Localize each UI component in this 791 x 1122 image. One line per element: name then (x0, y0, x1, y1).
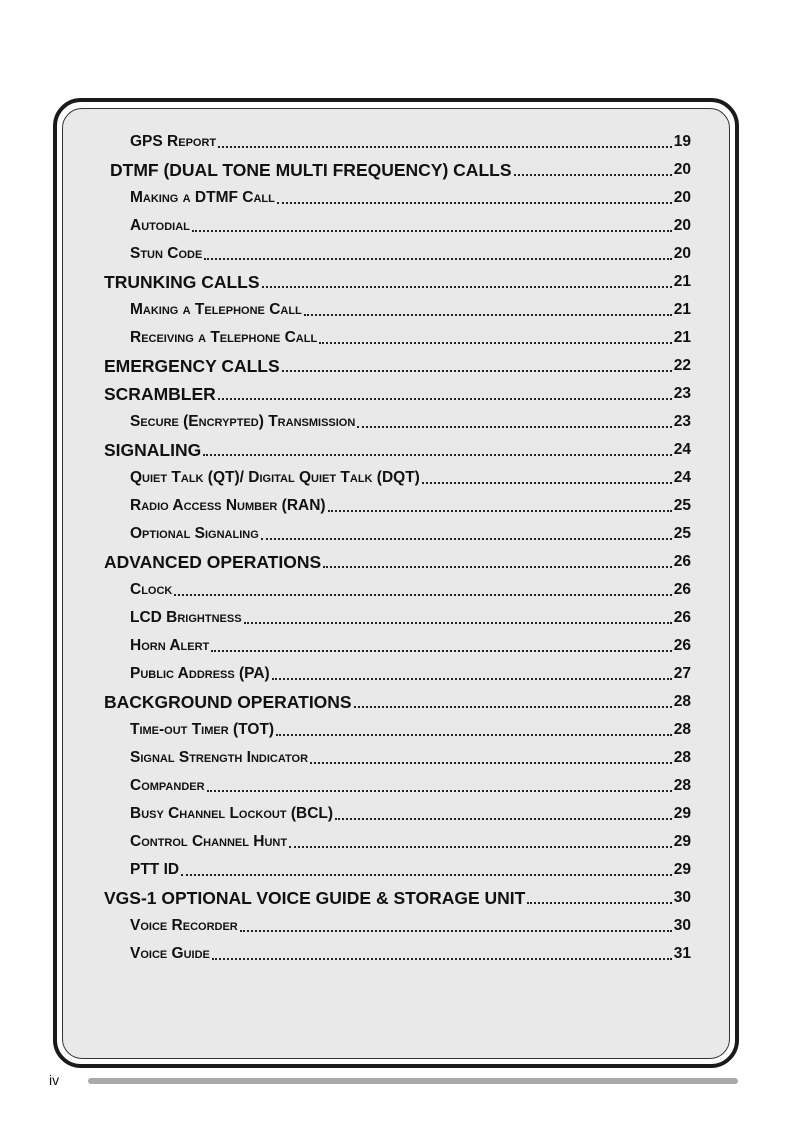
toc-section-entry[interactable] (104, 438, 691, 462)
toc-leader-dots (218, 145, 672, 148)
toc-entry-title: Busy Channel Lockout (BCL) (130, 805, 334, 822)
toc-entry-page: 25 (673, 497, 691, 514)
toc-entry-title: SCRAMBLER (104, 384, 216, 404)
toc-entry-title: EMERGENCY CALLS (104, 356, 280, 376)
toc-section-entry[interactable] (104, 382, 691, 406)
toc-entry-page: 23 (673, 385, 691, 402)
toc-leader-dots (181, 873, 672, 876)
toc-entry-page: 20 (673, 245, 691, 262)
toc-entry-title: Secure (Encrypted) Transmission (130, 413, 356, 430)
toc-entry-title: SIGNALING (104, 440, 202, 460)
toc-subsection-entry[interactable] (130, 298, 691, 322)
toc-entry-page: 23 (673, 413, 691, 430)
toc-subsection-entry[interactable] (130, 242, 691, 266)
toc-subsection-entry[interactable] (130, 466, 691, 490)
toc-entry-page: 28 (673, 749, 691, 766)
toc-leader-dots (276, 733, 672, 736)
toc-entry-page: 24 (673, 441, 691, 458)
toc-leader-dots (289, 845, 672, 848)
toc-leader-dots (277, 201, 672, 204)
toc-entry-page: 20 (673, 161, 691, 178)
toc-entry-title: TRUNKING CALLS (104, 272, 260, 292)
toc-entry-page: 28 (673, 777, 691, 794)
toc-entry-page: 26 (673, 553, 691, 570)
toc-leader-dots (261, 537, 672, 540)
toc-entry-title: GPS Report (130, 133, 217, 150)
toc-leader-dots (335, 817, 672, 820)
toc-entry-title: BACKGROUND OPERATIONS (104, 692, 352, 712)
toc-entry-title: Making a DTMF Call (130, 189, 275, 206)
toc-entry-title: VGS-1 OPTIONAL VOICE GUIDE & STORAGE UNIT (104, 888, 526, 908)
toc-entry-page: 25 (673, 525, 691, 542)
toc-entry-title: Clock (130, 581, 173, 598)
toc-entry-page: 22 (673, 357, 691, 374)
toc-entry-title: Quiet Talk (QT)/ Digital Quiet Talk (DQT) (130, 469, 420, 486)
toc-leader-dots (422, 481, 672, 484)
toc-leader-dots (203, 453, 672, 456)
toc-entry-title: Making a Telephone Call (130, 301, 302, 318)
toc-subsection-entry[interactable] (130, 130, 691, 154)
toc-section-entry[interactable] (104, 690, 691, 714)
toc-subsection-entry[interactable] (130, 662, 691, 686)
toc-entry-page: 21 (673, 329, 691, 346)
toc-leader-dots (212, 957, 672, 960)
toc-entry-page: 29 (673, 833, 691, 850)
toc-entry-page: 19 (673, 133, 691, 150)
toc-entry-page: 20 (673, 217, 691, 234)
toc-entry-title: PTT ID (130, 861, 180, 878)
toc-leader-dots (527, 901, 671, 904)
toc-entry-page: 21 (673, 301, 691, 318)
toc-entry-page: 26 (673, 609, 691, 626)
toc-entry-page: 26 (673, 581, 691, 598)
toc-leader-dots (328, 509, 672, 512)
toc-subsection-entry[interactable] (130, 718, 691, 742)
toc-entry-page: 29 (673, 861, 691, 878)
toc-entry-title: LCD Brightness (130, 609, 242, 626)
toc-leader-dots (272, 677, 672, 680)
footer-rule (88, 1078, 738, 1084)
toc-entry-page: 28 (673, 693, 691, 710)
toc-subsection-entry[interactable] (130, 858, 691, 882)
toc-subsection-entry[interactable] (130, 578, 691, 602)
toc-entry-title: Public Address (PA) (130, 665, 270, 682)
toc-entry-page: 30 (673, 917, 691, 934)
toc-section-entry[interactable] (104, 886, 691, 910)
toc-subsection-entry[interactable] (130, 410, 691, 434)
toc-entry-page: 24 (673, 469, 691, 486)
toc-subsection-entry[interactable] (130, 214, 691, 238)
toc-section-entry[interactable] (110, 158, 691, 182)
toc-leader-dots (319, 341, 672, 344)
toc-entry-title: Receiving a Telephone Call (130, 329, 318, 346)
toc-section-entry[interactable] (104, 270, 691, 294)
toc-subsection-entry[interactable] (130, 606, 691, 630)
toc-section-entry[interactable] (104, 354, 691, 378)
toc-entry-page: 29 (673, 805, 691, 822)
toc-entry-title: ADVANCED OPERATIONS (104, 552, 322, 572)
toc-entry-title: Stun Code (130, 245, 203, 262)
toc-entry-page: 28 (673, 721, 691, 738)
toc-subsection-entry[interactable] (130, 494, 691, 518)
toc-entry-title: Signal Strength Indicator (130, 749, 309, 766)
toc-entry-title: Radio Access Number (RAN) (130, 497, 326, 514)
toc-leader-dots (244, 621, 672, 624)
toc-leader-dots (357, 425, 671, 428)
toc-subsection-entry[interactable] (130, 746, 691, 770)
toc-section-entry[interactable] (104, 550, 691, 574)
toc-subsection-entry[interactable] (130, 942, 691, 966)
toc-entry-title: DTMF (DUAL TONE MULTI FREQUENCY) CALLS (110, 160, 512, 180)
toc-entry-page: 20 (673, 189, 691, 206)
toc-leader-dots (192, 229, 672, 232)
toc-leader-dots (174, 593, 671, 596)
toc-subsection-entry[interactable] (130, 802, 691, 826)
toc-entry-page: 30 (673, 889, 691, 906)
toc-subsection-entry[interactable] (130, 914, 691, 938)
toc-subsection-entry[interactable] (130, 774, 691, 798)
toc-leader-dots (514, 173, 672, 176)
page-number: iv (49, 1072, 60, 1088)
toc-entry-title: Horn Alert (130, 637, 210, 654)
toc-leader-dots (354, 705, 672, 708)
toc-leader-dots (211, 649, 671, 652)
toc-subsection-entry[interactable] (130, 186, 691, 210)
toc-entry-page: 27 (673, 665, 691, 682)
toc-entry-title: Voice Guide (130, 945, 210, 962)
toc-entry-page: 31 (673, 945, 691, 962)
toc-leader-dots (218, 397, 672, 400)
toc-entry-title: Voice Recorder (130, 917, 238, 934)
toc-leader-dots (304, 313, 672, 316)
toc-leader-dots (204, 257, 671, 260)
toc-leader-dots (262, 285, 672, 288)
toc-subsection-entry[interactable] (130, 830, 691, 854)
toc-leader-dots (282, 369, 672, 372)
toc-entry-title: Compander (130, 777, 205, 794)
toc-leader-dots (323, 565, 672, 568)
toc-leader-dots (207, 789, 672, 792)
toc-entry-page: 26 (673, 637, 691, 654)
toc-leader-dots (310, 761, 672, 764)
toc-subsection-entry[interactable] (130, 634, 691, 658)
toc-entry-page: 21 (673, 273, 691, 290)
toc-subsection-entry[interactable] (130, 326, 691, 350)
toc-entry-title: Optional Signaling (130, 525, 259, 542)
toc-entry-title: Autodial (130, 217, 190, 234)
toc-leader-dots (240, 929, 672, 932)
toc-entry-title: Time-out Timer (TOT) (130, 721, 275, 738)
toc-subsection-entry[interactable] (130, 522, 691, 546)
toc-entry-title: Control Channel Hunt (130, 833, 288, 850)
